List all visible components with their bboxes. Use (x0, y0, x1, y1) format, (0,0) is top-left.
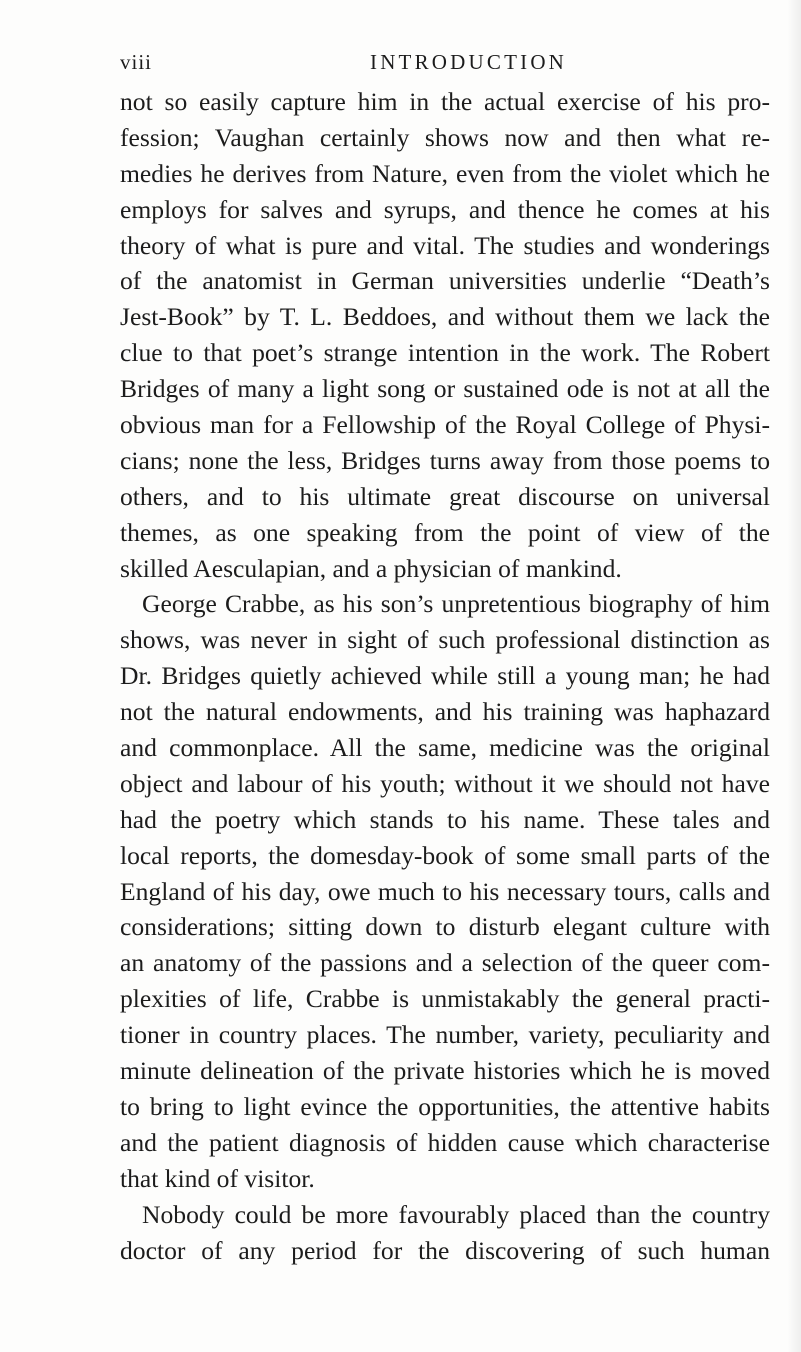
text-line: others, and to his ultimate great discourse on universal (120, 481, 770, 511)
text-line: theory of what is pure and vital. The studies and wonderings (120, 230, 770, 260)
text-line: object and labour of his youth; without it we should not have (120, 768, 770, 798)
text-line: not the natural endowments, and his training was haphazard (120, 697, 770, 727)
text-line: plexities of life, Crabbe is unmistakably the general practi- (120, 984, 770, 1014)
text-line: of the anatomist in German universities underlie “Death’s (120, 266, 770, 296)
paragraph-end-line: skilled Aesculapian, and a physician of mankind. (120, 553, 622, 583)
text-line: medies he derives from Nature, even from the violet which he (120, 158, 770, 188)
text-line: Bridges of many a light song or sustained ode is not at all the (120, 374, 770, 404)
text-line: and the patient diagnosis of hidden cause which characterise (120, 1127, 770, 1157)
text-line: obvious man for a Fellowship of the Royal College of Physi- (120, 410, 770, 440)
text-line: not so easily capture him in the actual exercise of his pro- (120, 87, 770, 116)
text-line: to bring to light evince the opportunities, the attentive habits (120, 1091, 770, 1121)
text-line: tioner in country places. The number, variety, peculiarity and (120, 1020, 770, 1050)
text-line: employs for salves and syrups, and thence he comes at his (120, 194, 770, 224)
text-line: fession; Vaughan certainly shows now and then what re- (120, 122, 770, 152)
text-line: doctor of any period for the discovering of such human (120, 1235, 770, 1265)
text-line: an anatomy of the passions and a selection of the queer com- (120, 948, 770, 978)
text-line: clue to that poet’s strange intention in the work. The Robert (120, 338, 770, 368)
text-line: local reports, the domesday-book of some small parts of the (120, 840, 770, 870)
page-number: viii (120, 50, 153, 74)
paragraph-start-line: George Crabbe, as his son’s unpretentious biography of him (142, 589, 770, 619)
page-edge-shadow (787, 0, 801, 1352)
text-line: Jest-Book” by T. L. Beddoes, and without them we lack the (120, 302, 770, 332)
text-line: minute delineation of the private histories which he is moved (120, 1056, 770, 1086)
text-line: and commonplace. All the same, medicine was the original (120, 733, 770, 763)
paragraph-start-line: Nobody could be more favourably placed than the country (142, 1199, 770, 1229)
text-line: themes, as one speaking from the point of view of the (120, 517, 770, 547)
text-line: considerations; sitting down to disturb elegant culture with (120, 912, 770, 942)
running-head (120, 44, 680, 80)
text-line: Dr. Bridges quietly achieved while still a young man; he had (120, 661, 770, 691)
text-line: had the poetry which stands to his name. These tales and (120, 804, 770, 834)
running-head-title: INTRODUCTION (370, 50, 568, 74)
text-line: shows, was never in sight of such professional distinction as (120, 625, 770, 655)
paragraph-end-line: that kind of visitor. (120, 1163, 315, 1193)
body-text (120, 84, 770, 1268)
text-line: England of his day, owe much to his necessary tours, calls and (120, 876, 770, 906)
text-line: cians; none the less, Bridges turns away from those poems to (120, 445, 770, 475)
